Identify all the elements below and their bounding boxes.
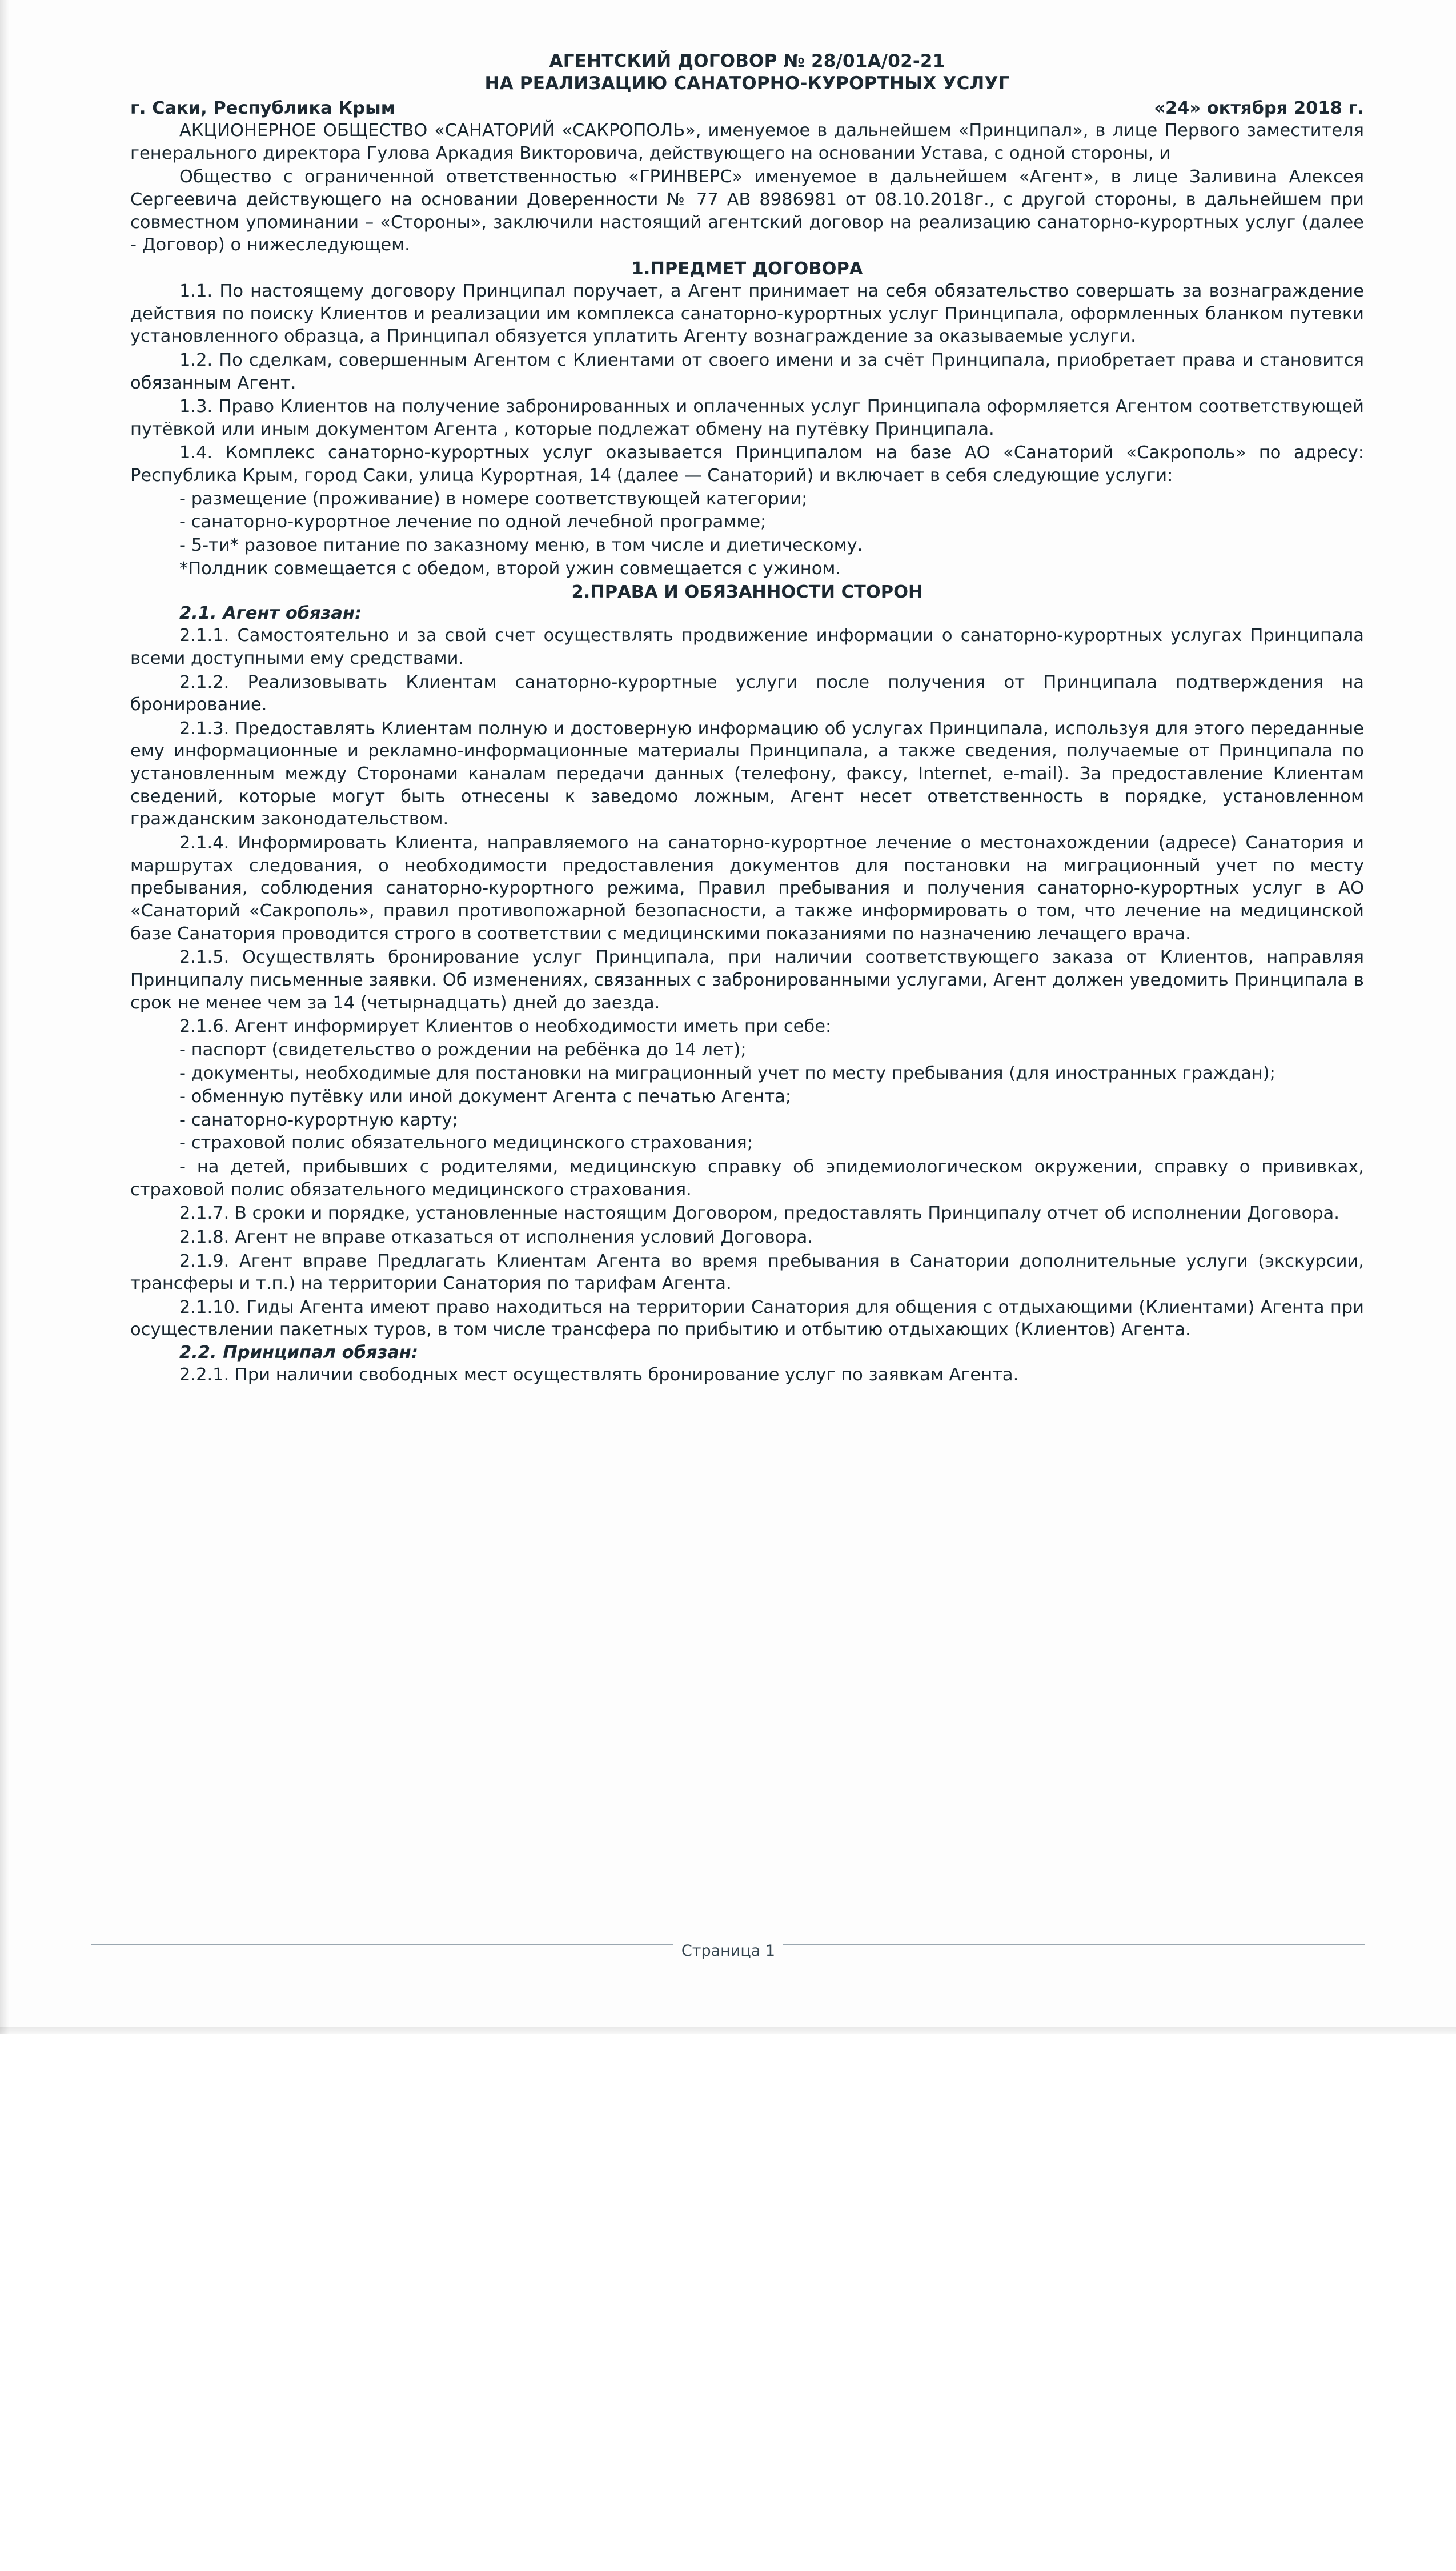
sheet-left-shadow (0, 0, 9, 2034)
footer-rule-right (783, 1944, 1365, 1945)
clause-2-1-6-item-6: - на детей, прибывших с родителями, медицинскую справку об эпидемиологическом окружении, справку о прививках, страховой полис обязательного медицинского страхования. (130, 1157, 1364, 1200)
clause-2-1-9: 2.1.9. Агент вправе Предлагать Клиентам Агента во время пребывания в Санатории дополнительные услуги (экскурсии, трансферы и т.п.) на территории Санатория по тарифам Агента. (130, 1251, 1364, 1294)
clause-2-1-5: 2.1.5. Осуществлять бронирование услуг Принципала, при наличии соответствующего заказа от Клиентов, направляя Принципалу письменные заявки. Об изменениях, связанных с забронированными услугами, Агент должен уведомить Принципала в срок не менее чем за 14 (четырнадцать) дней до заезда. (130, 947, 1364, 1013)
clause-2-1-7: 2.1.7. В сроки и порядке, установленные настоящим Договором, предоставлять Принципалу отчет об исполнении Договора. (179, 1203, 1339, 1224)
clause-1-1: 1.1. По настоящему договору Принципал поручает, а Агент принимает на себя обязательство совершать за вознаграждение действия по поиску Клиентов и реализации им комплекса санаторно-курортных услуг Принципала, оформленных бланком путевки установленного образца, а Принципал обязуется уплатить Агенту вознаграждение за оказываемые услуги. (130, 281, 1364, 347)
document-body (130, 50, 1364, 1387)
document-title-line-1: АГЕНТСКИЙ ДОГОВОР № 28/01А/02-21 (549, 51, 945, 71)
clause-1-4-item-1: - размещение (проживание) в номере соответствующей категории; (179, 488, 808, 509)
clause-1-4-item-2: - санаторно-курортное лечение по одной лечебной программе; (179, 512, 767, 532)
clause-2-1-4: 2.1.4. Информировать Клиента, направляемого на санаторно-курортное лечение о местонахождении (адресе) Санатория и маршрутах следования, о необходимости предоставления документов для постановки на миграционный учет по месту пребывания, соблюдения санаторно-курортного режима, Правил пребывания и получения санаторно-курортных услуг в АО «Санаторий «Сакрополь», правил противопожарной безопасности, а также информировать о том, что лечение на медицинской базе Санатория проводится строго в соответствии с медицинскими показаниями по назначению лечащего врача. (130, 833, 1364, 944)
place-date-row (130, 98, 1364, 118)
footer-rule-left (91, 1944, 673, 1945)
clause-2-1-2: 2.1.2. Реализовывать Клиентам санаторно-курортные услуги после получения от Принципала подтверждения на бронирование. (130, 672, 1364, 715)
clause-2-2-1: 2.2.1. При наличии свободных мест осуществлять бронирование услуг по заявкам Агента. (179, 1365, 1019, 1385)
page-whitespace-below (0, 2034, 1456, 2571)
page-footer (91, 1936, 1365, 1960)
clause-2-1-6-item-4: - санаторно-курортную карту; (179, 1110, 458, 1130)
preamble-principal: АКЦИОНЕРНОЕ ОБЩЕСТВО «САНАТОРИЙ «САКРОПОЛЬ», именуемое в дальнейшем «Принципал», в лице Первого заместителя генерального директора Гулова Аркадия Викторовича, действующего на основании Устава, с одной стороны, и (130, 121, 1364, 163)
preamble-agent: Общество с ограниченной ответственностью «ГРИНВЕРС» именуемое в дальнейшем «Агент», в лице Заливина Алексея Сергеевича действующего на основании Доверенности № 77 АВ 8986981 от 08.10.2018г., с другой стороны, в дальнейшем при совместном упоминании – «Стороны», заключили настоящий агентский договор на реализацию санаторно-курортных услуг (далее - Договор) о нижеследующем. (130, 167, 1364, 255)
clause-1-3: 1.3. Право Клиентов на получение забронированных и оплаченных услуг Принципала оформляется Агентом соответствующей путёвкой или иным документом Агента , которые подлежат обмену на путёвку Принципала. (130, 397, 1364, 439)
clause-2-1-8: 2.1.8. Агент не вправе отказаться от исполнения условий Договора. (179, 1227, 813, 1247)
clause-2-1-6-item-2: - документы, необходимые для постановки на миграционный учет по месту пребывания (для иностранных граждан); (179, 1063, 1275, 1084)
document-place: г. Саки, Республика Крым (130, 98, 395, 119)
footer-page-number: Страница 1 (681, 1942, 776, 1960)
clause-2-1-6: 2.1.6. Агент информирует Клиентов о необходимости иметь при себе: (179, 1016, 832, 1037)
clause-1-4-item-3: - 5-ти* разовое питание по заказному меню, в том числе и диетическому. (179, 535, 863, 555)
clause-2-1-6-item-3: - обменную путёвку или иной документ Агента с печатью Агента; (179, 1087, 792, 1107)
clause-2-1-10: 2.1.10. Гиды Агента имеют право находиться на территории Санатория для общения с отдыхающими (Клиентами) Агента при осуществлении пакетных туров, в том числе трансфера по прибытию и отбытию отдыхающих (Клиентов) Агента. (130, 1297, 1364, 1340)
section-1-heading: 1.ПРЕДМЕТ ДОГОВОРА (631, 258, 863, 279)
clause-2-1-6-item-5: - страховой полис обязательного медицинского страхования; (179, 1133, 753, 1154)
clause-2-2-heading: 2.2. Принципал обязан: (179, 1343, 419, 1363)
clause-2-1-6-item-1: - паспорт (свидетельство о рождении на ребёнка до 14 лет); (179, 1039, 747, 1060)
document-title-line-2: НА РЕАЛИЗАЦИЮ САНАТОРНО-КУРОРТНЫХ УСЛУГ (484, 73, 1010, 94)
clause-2-1-heading: 2.1. Агент обязан: (179, 603, 362, 624)
clause-1-2: 1.2. По сделкам, совершенным Агентом с Клиентами от своего имени и за счёт Принципала, приобретает права и становится обязанным Агент. (130, 350, 1364, 393)
clause-1-4-note: *Полдник совмещается с обедом, второй ужин совмещается с ужином. (179, 558, 841, 579)
clause-2-1-3: 2.1.3. Предоставлять Клиентам полную и достоверную информацию об услугах Принципала, используя для этого переданные ему информационные и рекламно-информационные материалы Принципала, а также сведения, получаемые от Принципала по установленным между Сторонами каналам передачи данных (телефону, факсу, Internet, e-mail). За предоставление Клиентам сведений, которые могут быть отнесены к заведомо ложным, Агент несет ответственность в порядке, установленном гражданским законодательством. (130, 718, 1364, 830)
clause-1-4: 1.4. Комплекс санаторно-курортных услуг оказывается Принципалом на базе АО «Санаторий «Сакрополь» по адресу: Республика Крым, город Саки, улица Курортная, 14 (далее — Санаторий) и включает в себя следующие услуги: (130, 443, 1364, 486)
section-2-heading: 2.ПРАВА И ОБЯЗАННОСТИ СТОРОН (571, 582, 923, 603)
clause-2-1-1: 2.1.1. Самостоятельно и за свой счет осуществлять продвижение информации о санаторно-курортных услугах Принципала всеми доступными ему средствами. (130, 626, 1364, 668)
document-date: «24» октября 2018 г. (1154, 98, 1364, 119)
